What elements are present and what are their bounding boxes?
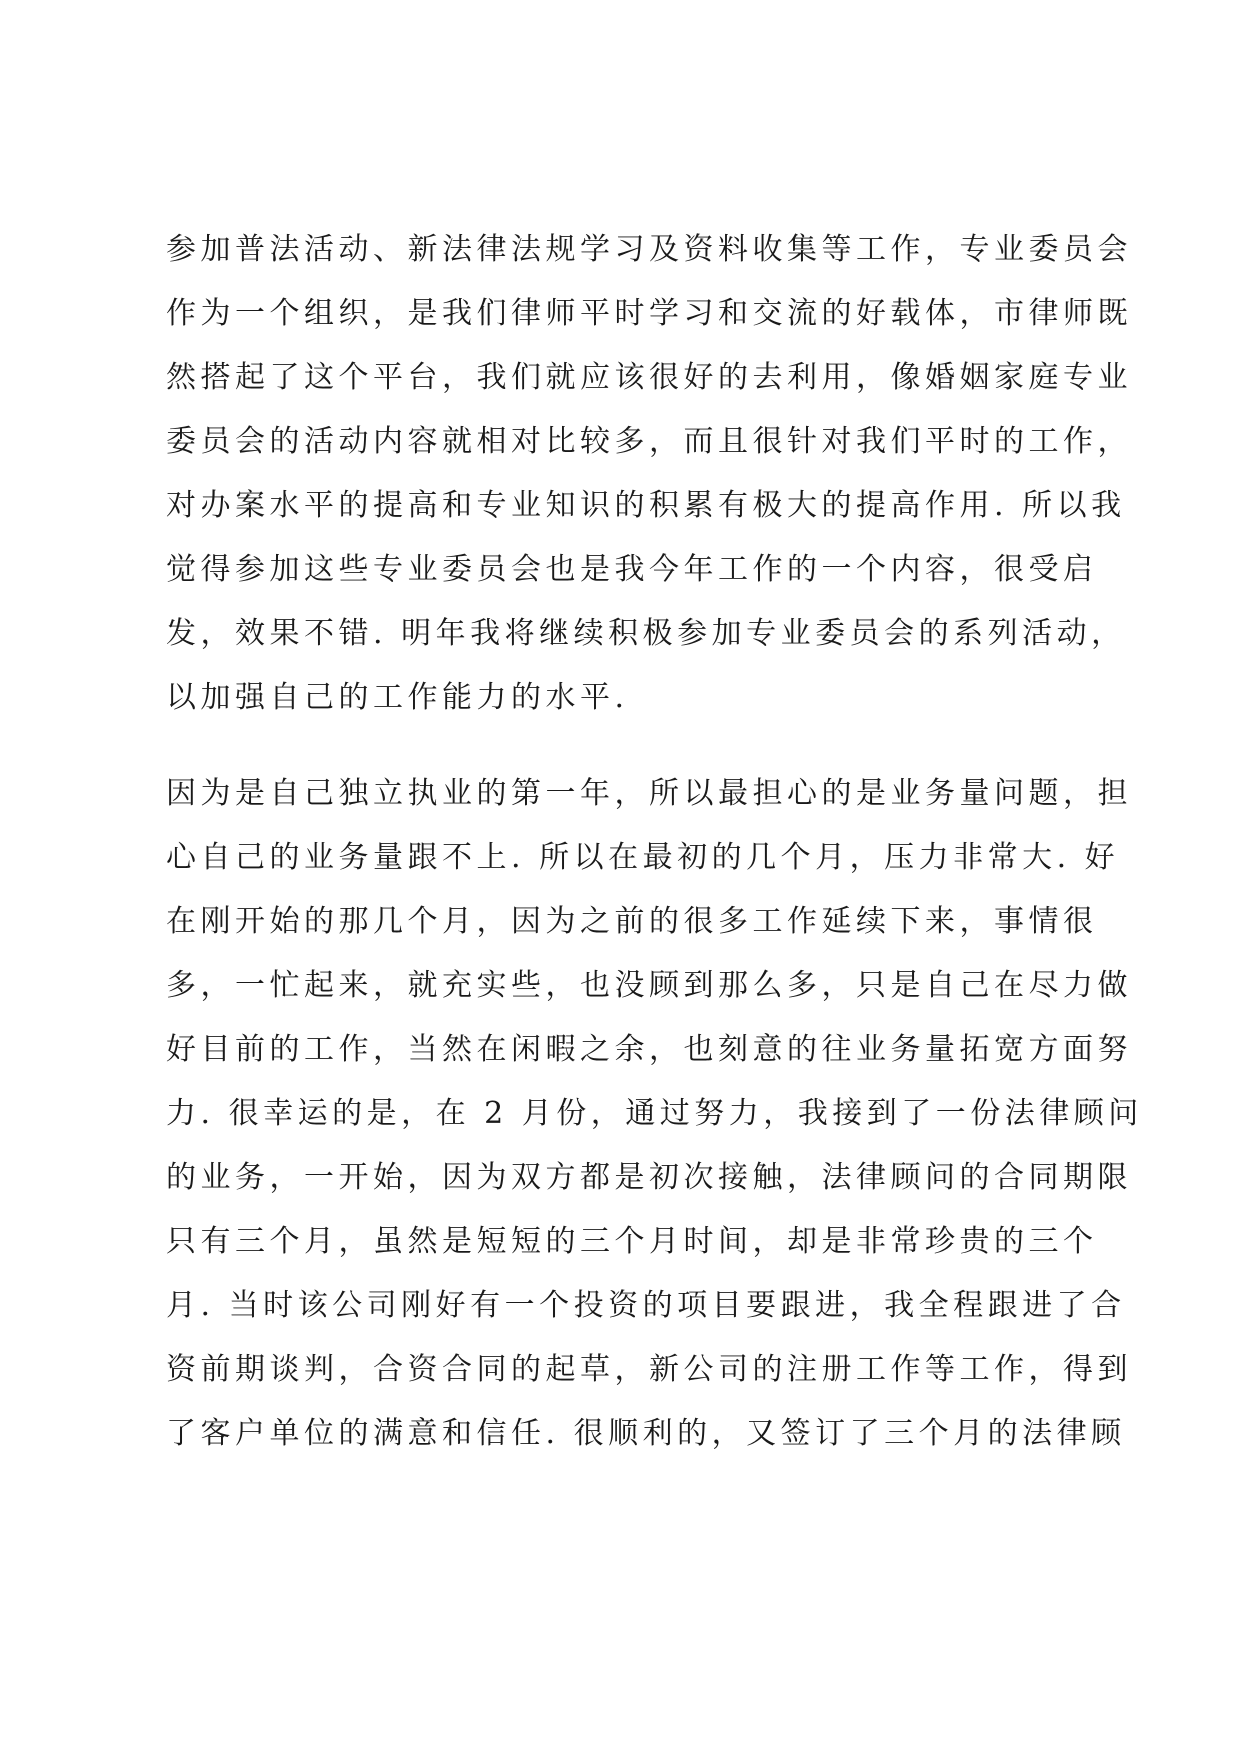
text-line: 在刚开始的那几个月，因为之前的很多工作延续下来，事情很 (166, 904, 1098, 939)
text-line: 作为一个组织，是我们律师平时学习和交流的好载体，市律师既 (166, 296, 1132, 331)
text-line: 力. 很幸运的是，在 2 月份，通过努力，我接到了一份法律顾问 (166, 1096, 1143, 1131)
text-line: 好目前的工作，当然在闲暇之余，也刻意的往业务量拓宽方面努 (166, 1032, 1132, 1067)
text-line: 的业务，一开始，因为双方都是初次接触，法律顾问的合同期限 (166, 1160, 1132, 1195)
text-line: 发，效果不错. 明年我将继续积极参加专业委员会的系列活动， (166, 616, 1126, 651)
text-line: 只有三个月，虽然是短短的三个月时间，却是非常珍贵的三个 (166, 1224, 1098, 1259)
text-line: 参加普法活动、新法律法规学习及资料收集等工作，专业委员会 (166, 232, 1132, 267)
text-line: 然搭起了这个平台，我们就应该很好的去利用，像婚姻家庭专业 (166, 360, 1132, 395)
text-line: 了客户单位的满意和信任. 很顺利的，又签订了三个月的法律顾 (166, 1416, 1126, 1451)
text-line: 多，一忙起来，就充实些，也没顾到那么多，只是自己在尽力做 (166, 968, 1132, 1003)
text-line: 委员会的活动内容就相对比较多，而且很针对我们平时的工作， (166, 424, 1132, 459)
text-line: 心自己的业务量跟不上. 所以在最初的几个月，压力非常大. 好 (166, 840, 1120, 875)
text-line: 月. 当时该公司刚好有一个投资的项目要跟进，我全程跟进了合 (166, 1288, 1126, 1323)
text-line: 对办案水平的提高和专业知识的积累有极大的提高作用. 所以我 (166, 488, 1126, 523)
text-line: 资前期谈判，合资合同的起草，新公司的注册工作等工作，得到 (166, 1352, 1132, 1387)
paragraph-2 (166, 762, 1143, 1466)
text-line: 因为是自己独立执业的第一年，所以最担心的是业务量问题，担 (166, 776, 1132, 811)
paragraph-1 (166, 218, 1132, 730)
text-line: 以加强自己的工作能力的水平. (166, 680, 629, 715)
text-line: 觉得参加这些专业委员会也是我今年工作的一个内容，很受启 (166, 552, 1098, 587)
